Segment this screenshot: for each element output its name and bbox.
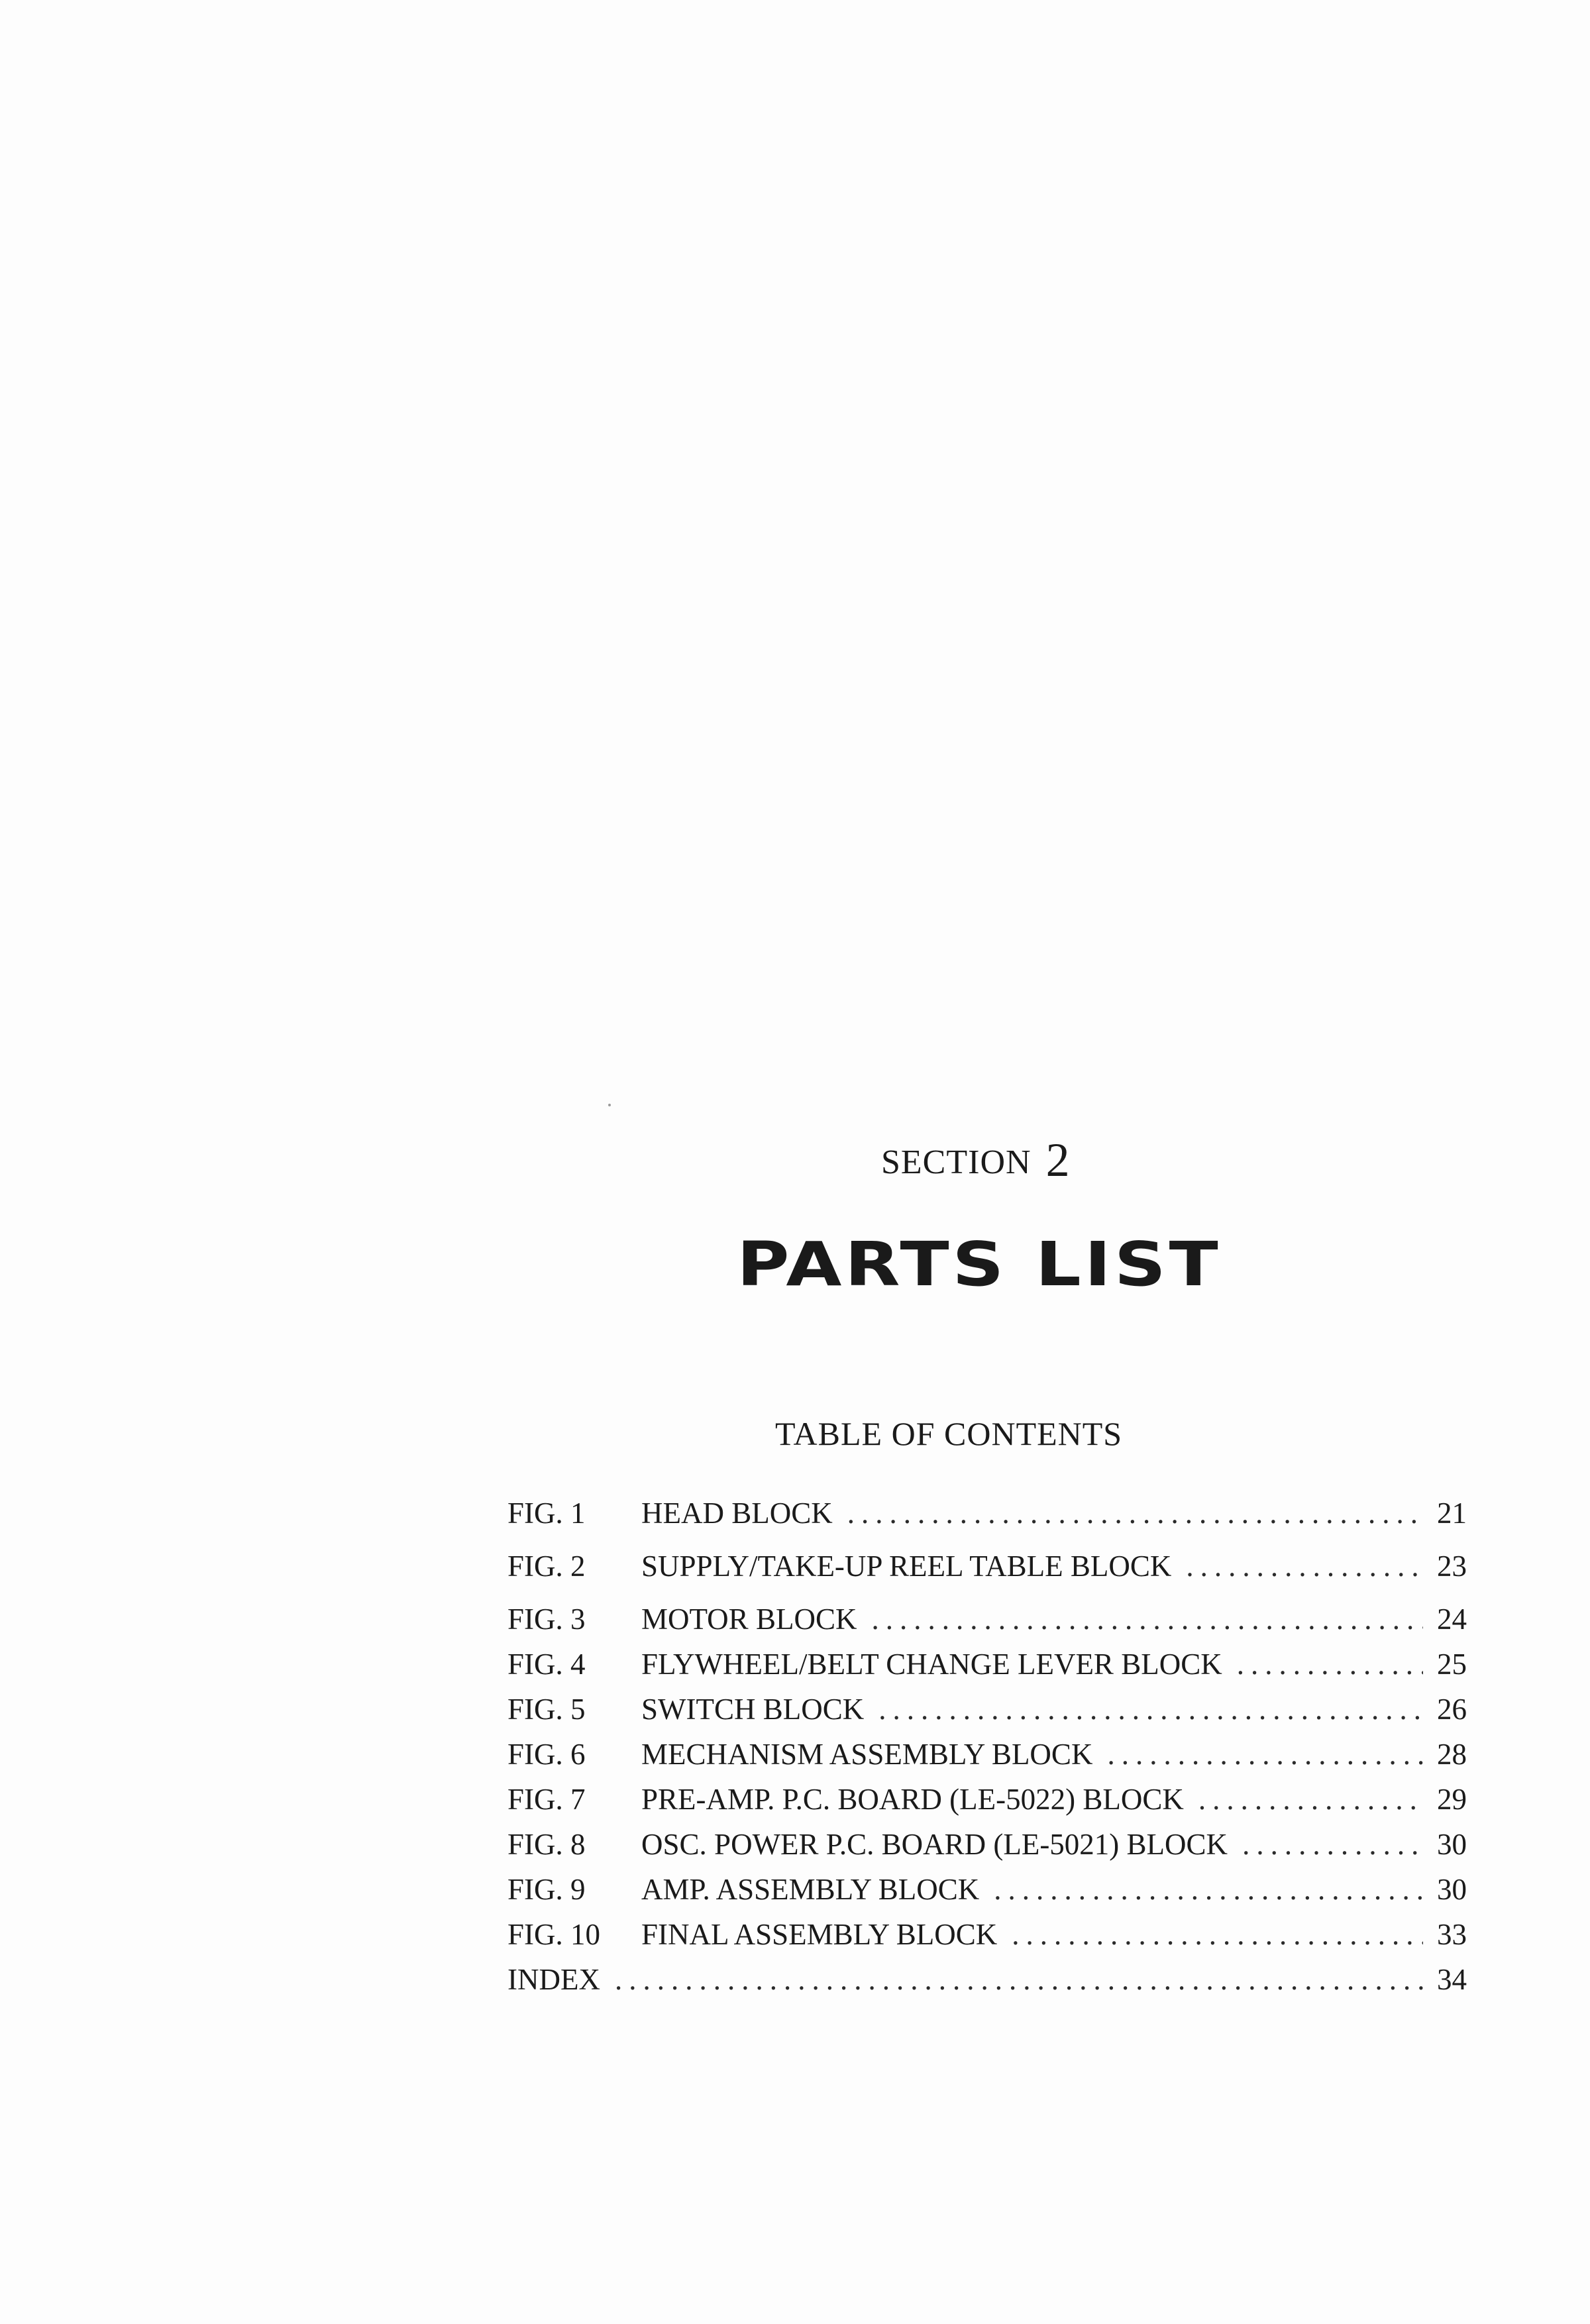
toc-page-number: 29	[1437, 1783, 1467, 1816]
toc-entry	[507, 1549, 1467, 1602]
toc-heading: TABLE OF CONTENTS	[775, 1415, 1123, 1452]
toc-entry-title: MOTOR BLOCK	[641, 1603, 857, 1636]
section-heading	[881, 1133, 1071, 1188]
toc-page-number: 26	[1437, 1693, 1467, 1726]
toc-fig-label: FIG. 2	[507, 1550, 586, 1583]
toc-entry	[507, 1647, 1467, 1692]
dot-leader	[847, 1496, 1423, 1530]
toc-page-number: 33	[1437, 1918, 1467, 1951]
toc-index-entry	[507, 1962, 1467, 2007]
toc-entry-title: FLYWHEEL/BELT CHANGE LEVER BLOCK	[641, 1648, 1222, 1681]
toc-entry	[507, 1827, 1467, 1872]
section-label: SECTION	[881, 1143, 1032, 1181]
toc-fig-label: FIG. 8	[507, 1828, 586, 1861]
toc-entry-title: HEAD BLOCK	[641, 1497, 833, 1530]
toc-entry	[507, 1872, 1467, 1917]
table-of-contents	[507, 1496, 1467, 2007]
toc-entry	[507, 1782, 1467, 1827]
toc-page-number: 30	[1437, 1828, 1467, 1861]
toc-fig-label: FIG. 7	[507, 1783, 586, 1816]
toc-fig-label: FIG. 5	[507, 1693, 586, 1726]
dot-leader	[1237, 1647, 1423, 1681]
toc-fig-label: FIG. 3	[507, 1603, 586, 1636]
toc-entry	[507, 1917, 1467, 1962]
dot-leader	[1107, 1737, 1423, 1771]
toc-page-number: 34	[1437, 1963, 1467, 1996]
dot-leader	[994, 1872, 1423, 1907]
toc-entry-title: PRE-AMP. P.C. BOARD (LE-5022) BLOCK	[641, 1783, 1184, 1816]
toc-page-number: 24	[1437, 1603, 1467, 1636]
section-number: 2	[1045, 1134, 1071, 1187]
toc-entry-title: SUPPLY/TAKE-UP REEL TABLE BLOCK	[641, 1550, 1172, 1583]
page-title: PARTS LIST	[737, 1229, 1222, 1300]
scan-speck	[608, 1104, 611, 1106]
dot-leader	[878, 1692, 1423, 1726]
toc-index-label: INDEX	[507, 1963, 600, 1996]
toc-entry-title: AMP. ASSEMBLY BLOCK	[641, 1873, 980, 1906]
toc-fig-label: FIG. 4	[507, 1648, 586, 1681]
toc-fig-label: FIG. 9	[507, 1873, 586, 1906]
toc-fig-label: FIG. 1	[507, 1497, 586, 1530]
toc-page-number: 23	[1437, 1550, 1467, 1583]
dot-leader	[1186, 1549, 1423, 1583]
toc-page-number: 30	[1437, 1873, 1467, 1906]
dot-leader	[1198, 1782, 1423, 1817]
dot-leader	[871, 1602, 1423, 1636]
toc-entry	[507, 1496, 1467, 1549]
dot-leader	[615, 1962, 1423, 1997]
toc-entry-title: MECHANISM ASSEMBLY BLOCK	[641, 1738, 1093, 1771]
toc-fig-label: FIG. 10	[507, 1918, 601, 1951]
toc-fig-label: FIG. 6	[507, 1738, 586, 1771]
toc-entry	[507, 1737, 1467, 1782]
toc-entry-title: SWITCH BLOCK	[641, 1693, 865, 1726]
toc-entry	[507, 1602, 1467, 1647]
toc-entry-title: OSC. POWER P.C. BOARD (LE-5021) BLOCK	[641, 1828, 1228, 1861]
toc-page-number: 28	[1437, 1738, 1467, 1771]
toc-entry	[507, 1692, 1467, 1737]
toc-entry-title: FINAL ASSEMBLY BLOCK	[641, 1918, 998, 1951]
toc-page-number: 25	[1437, 1648, 1467, 1681]
dot-leader	[1242, 1827, 1423, 1862]
dot-leader	[1012, 1917, 1423, 1952]
toc-page-number: 21	[1437, 1497, 1467, 1530]
